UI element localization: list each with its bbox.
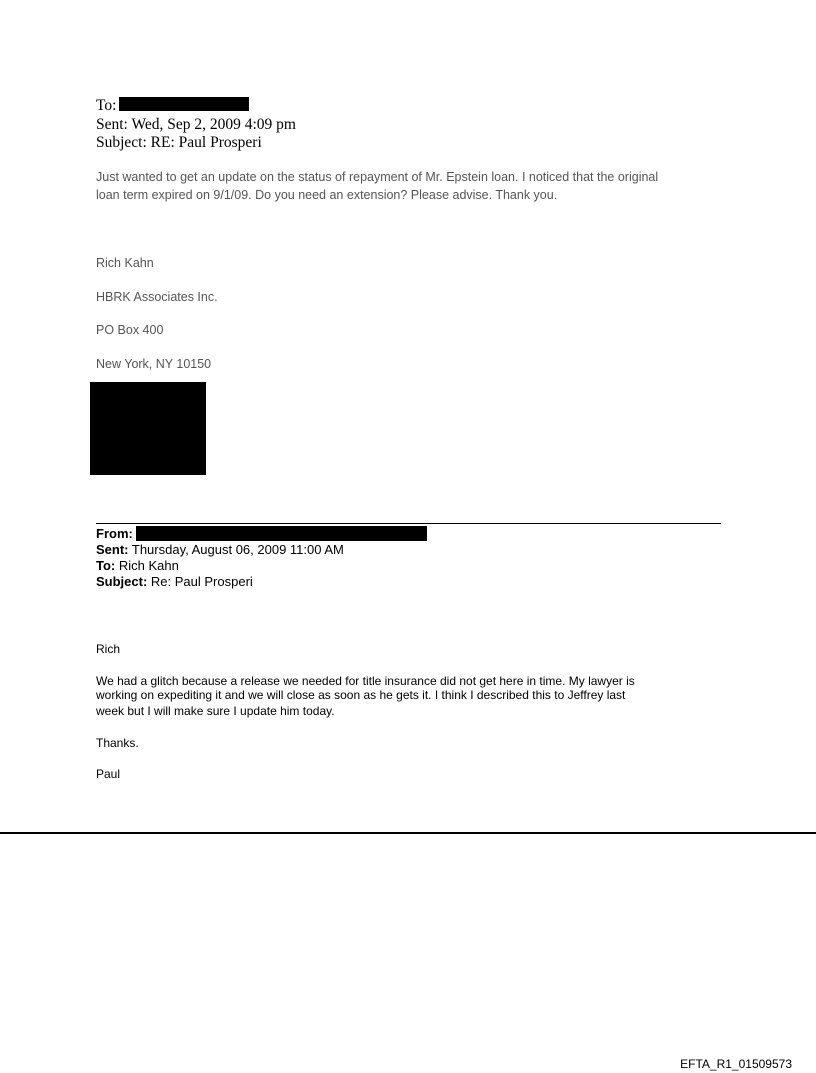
redaction-signature-image (90, 382, 206, 475)
subject-value: Re: Paul Prosperi (147, 574, 253, 589)
redaction-to (119, 97, 249, 111)
signoff: Paul (96, 767, 121, 781)
sent-value: Thursday, August 06, 2009 11:00 AM (128, 542, 344, 557)
body-line-3: week but I will make sure I update him today. (96, 704, 335, 718)
page-divider (0, 832, 816, 834)
message-line-2: loan term expired on 9/1/09. Do you need an extension? Please advise. Thank you. (96, 188, 558, 202)
from-line (96, 527, 133, 541)
subject-label: Subject: (96, 574, 148, 589)
sent-line-2 (96, 543, 344, 557)
sent-label: Sent: (96, 542, 129, 557)
thanks: Thanks. (96, 736, 139, 750)
redaction-from (136, 526, 427, 541)
subject-line: Subject: RE: Paul Prosperi (96, 134, 262, 151)
sent-line: Sent: Wed, Sep 2, 2009 4:09 pm (96, 116, 296, 133)
body-line-2: working on expediting it and we will close as soon as he gets it. I think I described this to Jeffrey last (96, 688, 626, 702)
signature-name: Rich Kahn (96, 256, 154, 270)
header-divider (96, 523, 721, 524)
document-id: EFTA_R1_01509573 (680, 1057, 792, 1071)
to-label: To: (96, 97, 117, 114)
from-label: From: (96, 526, 133, 541)
signature-city: New York, NY 10150 (96, 357, 212, 371)
to-value: Rich Kahn (115, 558, 179, 573)
body-line-1: We had a glitch because a release we needed for title insurance did not get here in time. My lawyer is (96, 674, 635, 688)
message-line-1: Just wanted to get an update on the status of repayment of Mr. Epstein loan. I noticed that the original (96, 170, 659, 184)
signature-box: PO Box 400 (96, 323, 164, 337)
subject-line-2 (96, 575, 253, 589)
signature-company: HBRK Associates Inc. (96, 290, 218, 304)
greeting: Rich (96, 642, 121, 656)
to-label-2: To: (96, 558, 116, 573)
to-line-2 (96, 559, 179, 573)
